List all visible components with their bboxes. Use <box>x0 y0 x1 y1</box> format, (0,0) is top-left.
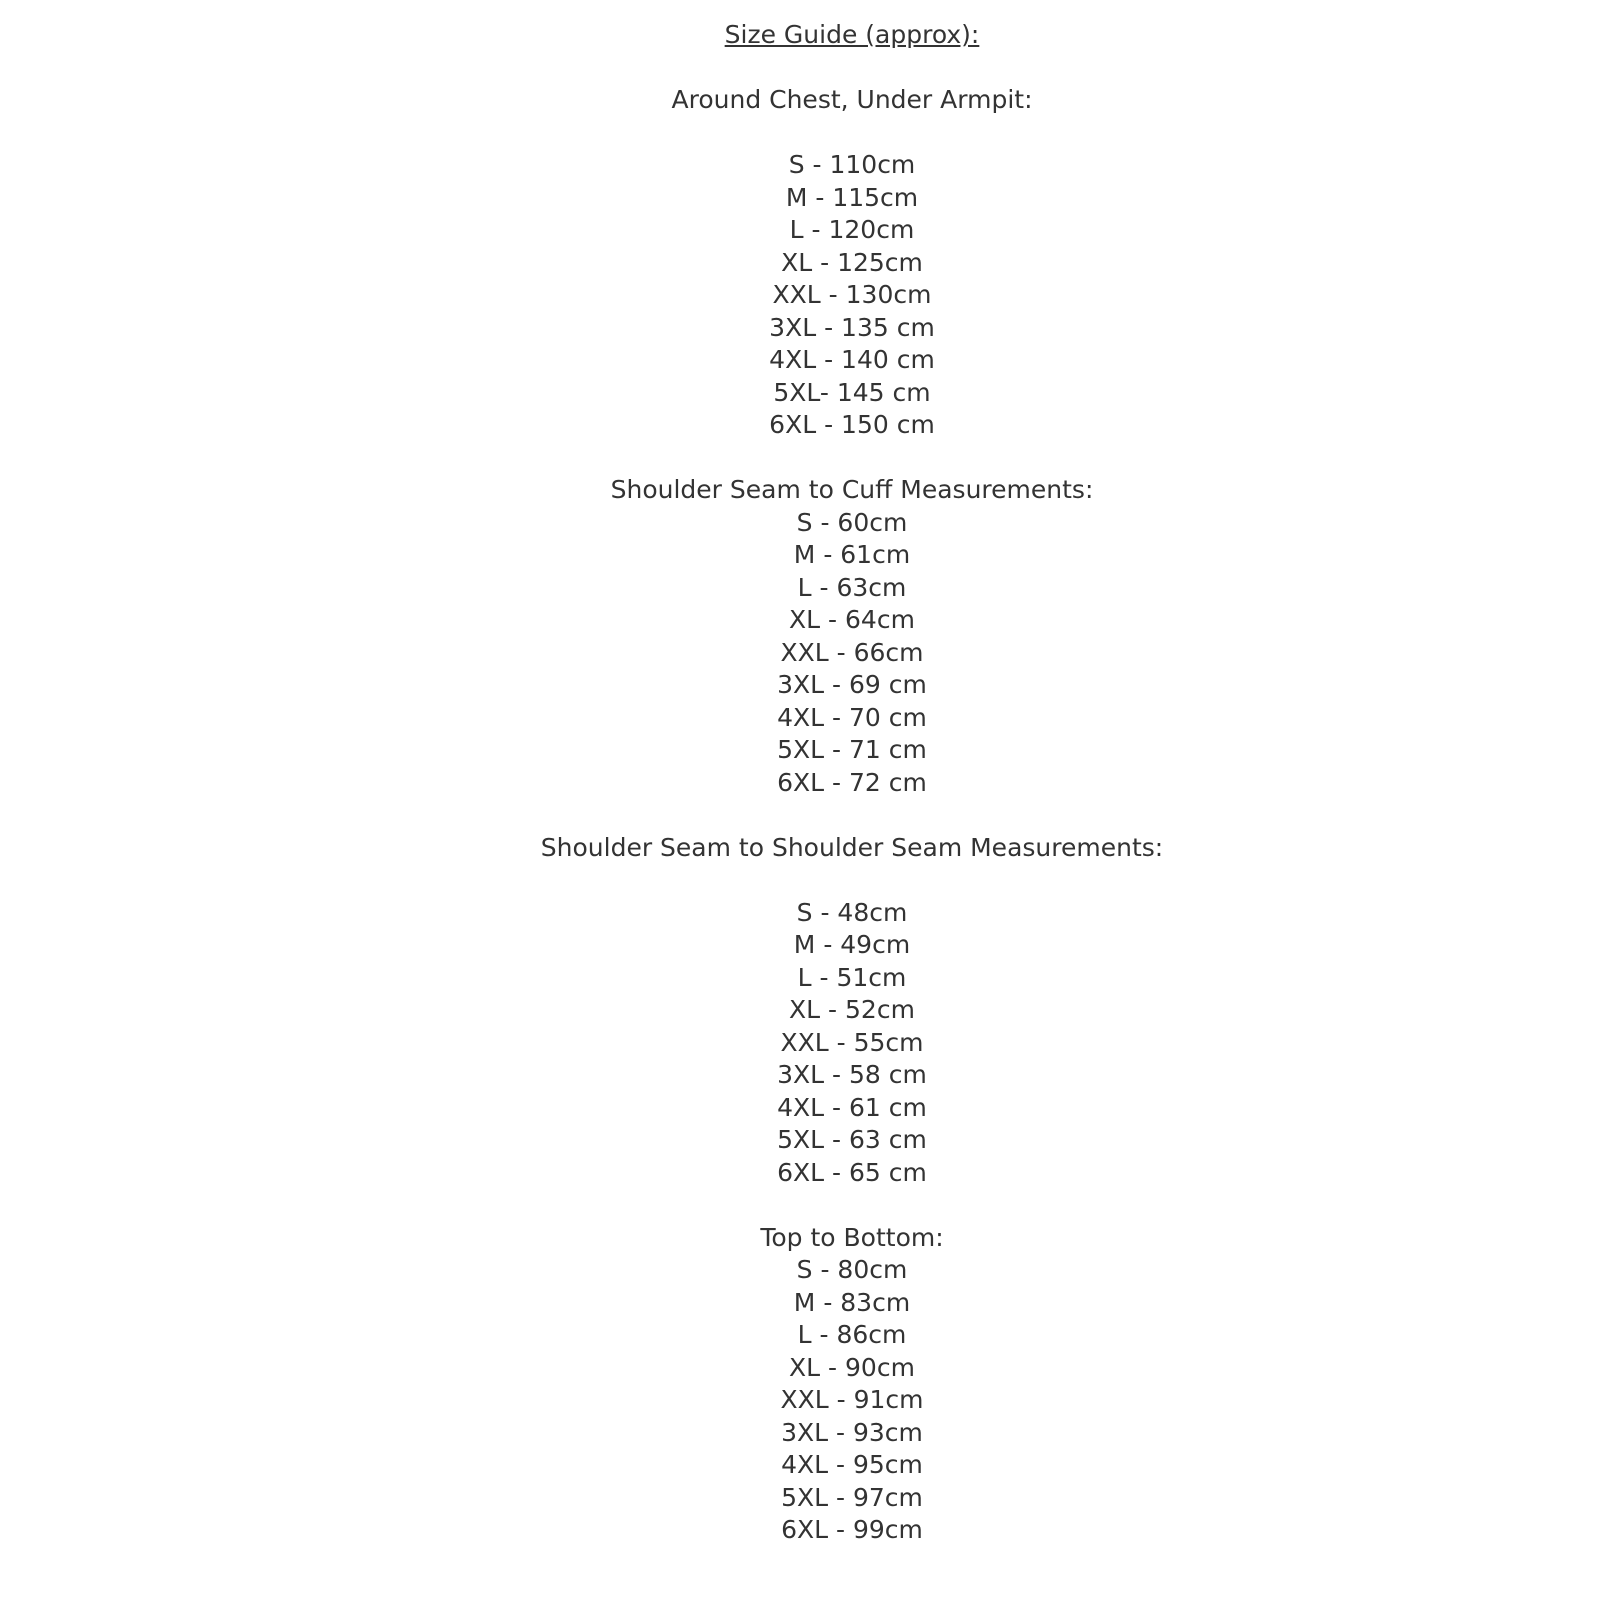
size-item: M - 49cm <box>793 930 911 959</box>
size-item: L - 63cm <box>797 572 907 602</box>
section-items <box>104 1254 1600 1547</box>
size-item: S - 60cm <box>796 507 908 537</box>
section-heading: Shoulder Seam to Shoulder Seam Measurements: <box>540 832 1164 862</box>
size-item: 3XL - 69 cm <box>777 670 927 699</box>
page-title: Size Guide (approx): <box>724 20 980 49</box>
size-item: 4XL - 70 cm <box>777 702 927 732</box>
size-sections <box>104 84 1600 1547</box>
size-item: 6XL - 65 cm <box>777 1157 927 1187</box>
size-section <box>104 474 1600 799</box>
size-item: 4XL - 95cm <box>781 1450 923 1479</box>
size-section <box>104 84 1600 442</box>
size-item: XL - 64cm <box>789 605 915 634</box>
size-item: XL - 90cm <box>789 1352 915 1382</box>
size-section <box>104 832 1600 1190</box>
size-item: S - 110cm <box>788 150 916 179</box>
size-item: XL - 52cm <box>789 995 915 1024</box>
size-item: M - 61cm <box>793 540 911 569</box>
size-item: XXL - 130cm <box>772 280 932 309</box>
size-item: S - 48cm <box>796 897 908 927</box>
size-item: 5XL - 63 cm <box>777 1125 927 1154</box>
size-item: L - 86cm <box>797 1320 907 1349</box>
size-item: L - 51cm <box>797 962 907 992</box>
size-item: 4XL - 140 cm <box>769 345 935 374</box>
size-item: 5XL - 71 cm <box>777 735 927 764</box>
size-item: 3XL - 93cm <box>781 1417 923 1447</box>
size-item: 5XL- 145 cm <box>773 377 931 407</box>
size-item: L - 120cm <box>789 215 915 244</box>
section-heading: Around Chest, Under Armpit: <box>671 85 1033 114</box>
size-section <box>104 1222 1600 1547</box>
section-items <box>104 507 1600 800</box>
size-item: XL - 125cm <box>781 247 923 277</box>
size-item: 5XL - 97cm <box>781 1482 923 1512</box>
section-items <box>104 897 1600 1190</box>
section-heading: Top to Bottom: <box>760 1222 944 1252</box>
section-heading: Shoulder Seam to Cuff Measurements: <box>610 475 1094 504</box>
size-item: XXL - 91cm <box>780 1385 924 1414</box>
size-item: 6XL - 99cm <box>781 1515 923 1544</box>
size-item: M - 83cm <box>793 1287 911 1317</box>
size-item: XXL - 66cm <box>780 637 924 667</box>
size-item: 3XL - 58 cm <box>777 1060 927 1089</box>
section-items <box>104 149 1600 442</box>
size-item: 6XL - 150 cm <box>769 410 935 439</box>
size-item: S - 80cm <box>796 1255 908 1284</box>
size-item: M - 115cm <box>785 182 919 212</box>
size-item: 6XL - 72 cm <box>777 767 927 797</box>
size-item: XXL - 55cm <box>780 1027 924 1057</box>
size-item: 3XL - 135 cm <box>769 312 935 342</box>
size-item: 4XL - 61 cm <box>777 1092 927 1122</box>
size-guide-content <box>104 19 1600 1547</box>
